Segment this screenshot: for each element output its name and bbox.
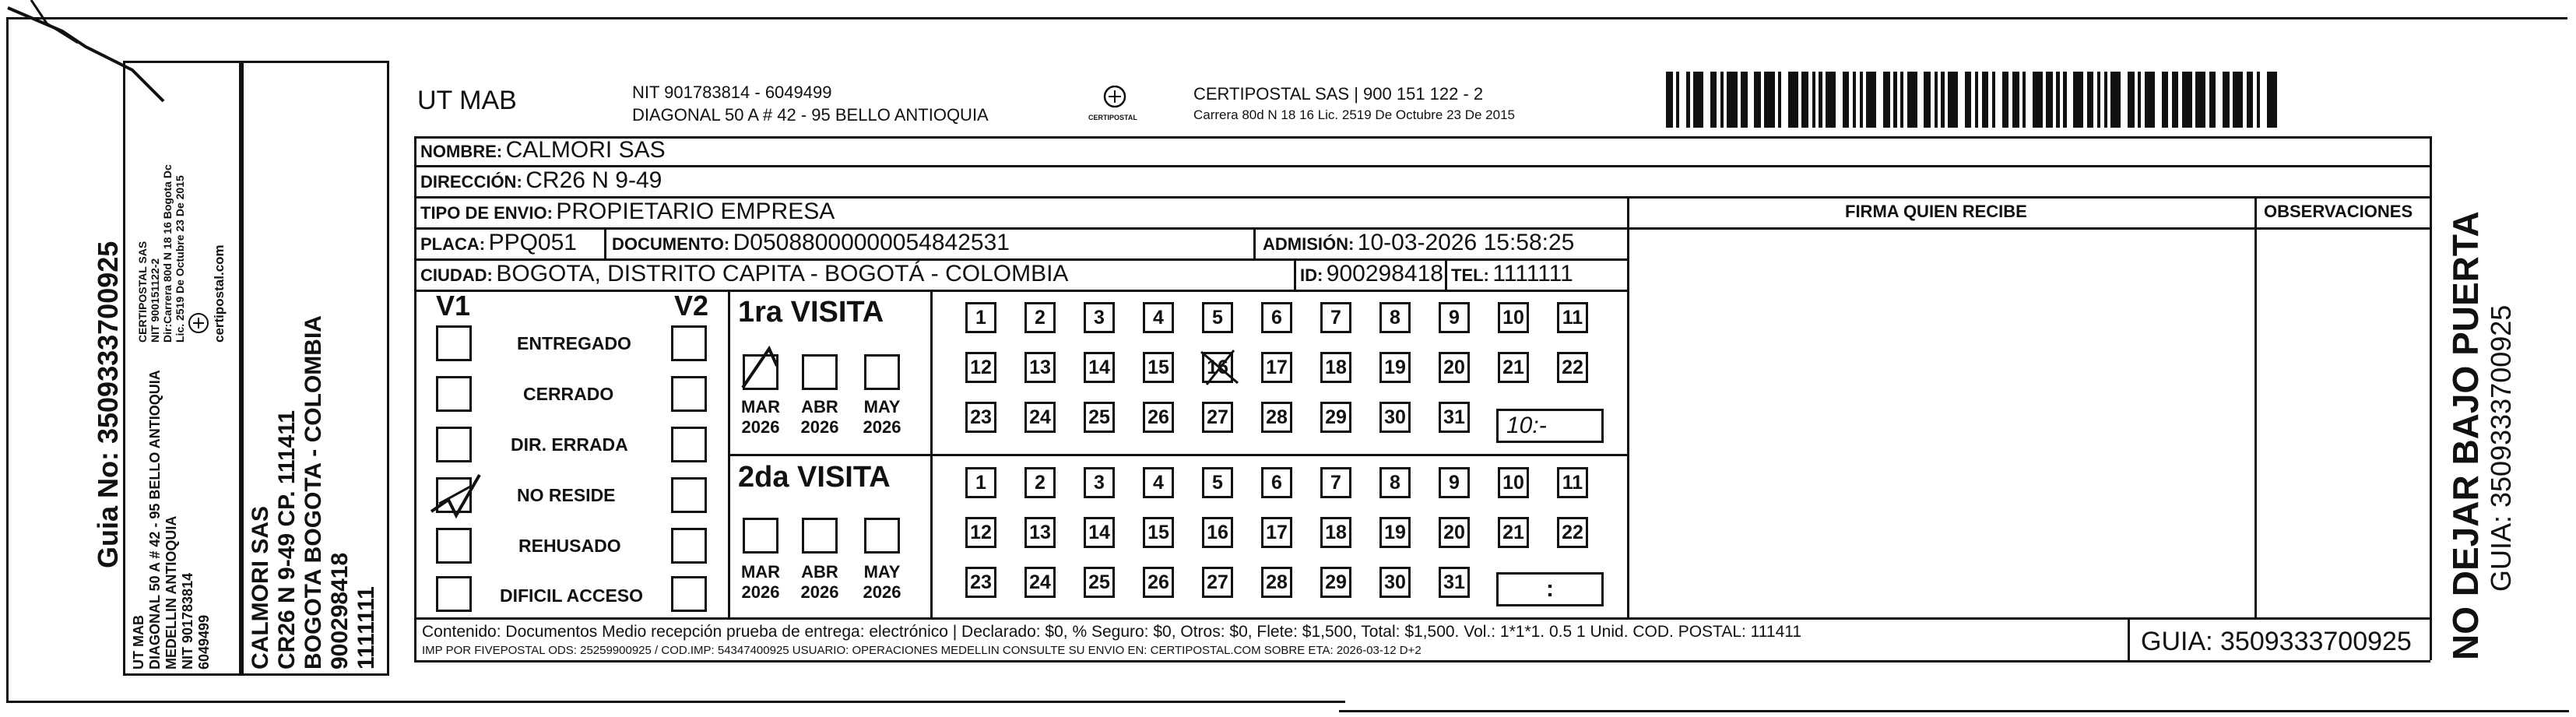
documento-value: D05088000000054842531: [733, 230, 1010, 255]
option-rehusado: REHUSADO: [518, 536, 621, 556]
tel-value: 1111111: [1492, 261, 1573, 286]
nombre-line: [414, 165, 2430, 167]
placa-doc-sep: [604, 227, 606, 258]
visits-left-line: [728, 290, 730, 617]
v2-checkbox-rehusado[interactable]: [671, 528, 707, 564]
visit-2-day-17[interactable]: 17: [1261, 517, 1292, 548]
barcode-bar: [1843, 72, 1850, 128]
visit-2-day-21[interactable]: 21: [1498, 517, 1529, 548]
barcode-bar: [2267, 72, 2277, 128]
bottom-border: [6, 701, 1345, 703]
tipo-label: TIPO DE ENVIO:: [420, 203, 553, 223]
courier-name: CERTIPOSTAL SAS | 900 151 122 - 2: [1193, 84, 1484, 104]
visit-2-day-1[interactable]: 1: [965, 467, 996, 498]
stub-sender-line-1: UT MAB: [131, 615, 146, 670]
stub-recipient-line-4: 900298418: [327, 552, 353, 670]
visit-1-day-3[interactable]: 3: [1084, 302, 1115, 333]
stub-courier-block: [136, 164, 186, 343]
barcode-bar: [2121, 72, 2128, 128]
barcode-bar: [2002, 72, 2009, 128]
stub-recipient-line-3: BOGOTA BOGOTA - COLOMBIA: [300, 315, 326, 670]
v1-checkbox-dificil-acceso[interactable]: [436, 576, 472, 612]
visit-1-day-6[interactable]: 6: [1261, 302, 1292, 333]
placa-label: PLACA:: [420, 234, 486, 254]
documento-field: [612, 230, 1010, 256]
form-right-border: [2430, 136, 2432, 660]
left-border: [6, 17, 9, 702]
stub-courier-web: certipostal.com: [212, 244, 227, 343]
stub-sender-line-4: NIT 901783814: [180, 572, 195, 670]
barcode-bar: [1948, 72, 1958, 128]
footer-guia: GUIA: 3509333700925: [2141, 627, 2412, 656]
barcode-bar: [2155, 72, 2162, 128]
barcode-bar: [1917, 72, 1924, 128]
barcode-bar: [2216, 72, 2223, 128]
documento-label: DOCUMENTO:: [612, 234, 730, 254]
tipo-value: PROPIETARIO EMPRESA: [556, 199, 835, 224]
barcode-bar: [2012, 72, 2019, 128]
guia-box-left: [2128, 617, 2130, 660]
sender-address: DIAGONAL 50 A # 42 - 95 BELLO ANTIOQUIA: [632, 105, 989, 125]
barcode-bar: [1710, 72, 1717, 128]
visit-1-day-23[interactable]: 23: [965, 402, 996, 433]
visit-2-day-11[interactable]: 11: [1557, 467, 1588, 498]
side-warning: NO DEJAR BAJO PUERTA: [2445, 211, 2486, 660]
visit-2-day-31[interactable]: 31: [1439, 567, 1470, 598]
stub-recipient-line-1: CALMORI SAS: [248, 506, 273, 670]
form-left-border: [414, 136, 416, 660]
visit-1-day-17[interactable]: 17: [1261, 352, 1292, 383]
visit-1-day-19[interactable]: 19: [1379, 352, 1411, 383]
visit-2-time-box[interactable]: :: [1496, 572, 1604, 606]
ciudad-value: BOGOTA, DISTRITO CAPITA - BOGOTÁ - COLOMBIA: [496, 261, 1069, 286]
stub-courier-line-3: Dir:Carrera 80d N 18 16 Bogota Dc: [161, 164, 174, 343]
v2-checkbox-dificil-acceso[interactable]: [671, 576, 707, 612]
visit-1-month-abr: [795, 397, 845, 438]
stub-courier-logo-icon: [187, 311, 210, 335]
visit-2-day-9[interactable]: 9: [1439, 467, 1470, 498]
barcode-bar: [1924, 72, 1931, 128]
visit-2-day-12[interactable]: 12: [965, 517, 996, 548]
visit-2-month-mar-year: 2026: [741, 582, 780, 602]
barcode: [1666, 72, 2281, 128]
tel-label: TEL:: [1451, 265, 1489, 285]
stub-courier-line-1: CERTIPOSTAL SAS: [136, 241, 149, 343]
barcode-bar: [1764, 72, 1774, 128]
barcode-bar: [1788, 72, 1798, 128]
barcode-bar: [2026, 72, 2033, 128]
form-top-line: [414, 136, 2430, 139]
v2-checkbox-entregado[interactable]: [671, 325, 707, 361]
visit-1-month-box-abr[interactable]: [802, 354, 838, 390]
barcode-bar: [2182, 72, 2192, 128]
visit-1-day-20[interactable]: 20: [1439, 352, 1470, 383]
v2-checkbox-cerrado[interactable]: [671, 376, 707, 412]
visit-1-time-box[interactable]: 10:-: [1496, 409, 1604, 443]
v1-checkbox-entregado[interactable]: [436, 325, 472, 361]
barcode-bar: [1883, 72, 1890, 128]
admision-label: ADMISIÓN:: [1263, 234, 1355, 254]
visit-2-day-27[interactable]: 27: [1202, 567, 1233, 598]
barcode-bar: [2145, 72, 2155, 128]
courier-logo-icon: [1098, 84, 1132, 112]
option-no-reside: NO RESIDE: [517, 485, 616, 505]
visit-2-day-6[interactable]: 6: [1261, 467, 1292, 498]
nombre-value: CALMORI SAS: [505, 137, 666, 163]
visit-2-day-16[interactable]: 16: [1202, 517, 1233, 548]
barcode-bar: [1703, 72, 1710, 128]
sender-nit: NIT 901783814 - 6049499: [632, 83, 832, 102]
visit-2-month-mar-name: MAR: [740, 562, 781, 582]
visit-2-title: 2da VISITA: [738, 461, 891, 494]
placa-field: [420, 230, 577, 256]
visit-1-day-27[interactable]: 27: [1202, 402, 1233, 433]
sig-left-line: [1627, 196, 1629, 617]
barcode-bar: [2067, 72, 2074, 128]
barcode-bar: [2073, 72, 2083, 128]
id-label: ID:: [1300, 265, 1323, 285]
barcode-bar: [2172, 72, 2179, 128]
visit-1-month-mar: [736, 397, 785, 438]
barcode-bar: [1907, 72, 1917, 128]
visit-2-day-7[interactable]: 7: [1320, 467, 1351, 498]
nombre-field: [420, 137, 666, 163]
stub-guia-label: Guia No: 3509333700925: [92, 241, 124, 568]
sender-name: UT MAB: [417, 86, 517, 115]
visit-1-day-11[interactable]: 11: [1557, 302, 1588, 333]
barcode-bar: [2233, 72, 2243, 128]
direccion-field: [420, 167, 662, 194]
barcode-bar: [2162, 72, 2169, 128]
visit-1-month-abr-year: 2026: [800, 417, 839, 437]
stub-recipient-line-2: CR26 N 9-49 CP. 111411: [274, 409, 300, 670]
visit-1-month-abr-name: ABR: [801, 397, 838, 416]
stub-courier-line-2: NIT 900151122-2: [149, 258, 161, 343]
visit-1-day-30[interactable]: 30: [1379, 402, 1411, 433]
visit-2-day-14[interactable]: 14: [1084, 517, 1115, 548]
visit-1-day-13[interactable]: 13: [1024, 352, 1056, 383]
doc-adm-sep: [1253, 227, 1256, 258]
obs-left-line: [2254, 196, 2257, 617]
ciudad-line: [414, 290, 1627, 292]
visit-2-month-may-name: MAY: [863, 562, 901, 582]
v1-label: V1: [436, 290, 471, 322]
visit-1-month-may-name: MAY: [863, 397, 901, 416]
barcode-bar: [1781, 72, 1788, 128]
id-field: [1300, 261, 1443, 287]
id-tel-sep: [1445, 258, 1447, 290]
visit-2-day-10[interactable]: 10: [1498, 467, 1529, 498]
v2-checkbox-no-reside[interactable]: [671, 477, 707, 513]
barcode-bar: [1826, 72, 1836, 128]
visit-2-day-13[interactable]: 13: [1024, 517, 1056, 548]
admision-field: [1263, 230, 1574, 256]
barcode-bar: [2195, 72, 2205, 128]
barcode-bar: [1965, 72, 1972, 128]
barcode-bar: [1727, 72, 1737, 128]
visit-2-month-abr: [795, 562, 845, 603]
barcode-bar: [2033, 72, 2043, 128]
stub-sender-line-5: 6049499: [196, 614, 212, 670]
v1-checkbox-cerrado[interactable]: [436, 376, 472, 412]
visit-2-month-may: [857, 562, 907, 603]
visit-1-day-31[interactable]: 31: [1439, 402, 1470, 433]
visit-1-month-may-year: 2026: [863, 417, 901, 437]
barcode-bar: [2087, 72, 2094, 128]
checkmark-icon: [738, 343, 785, 393]
status-mid-line: [728, 454, 930, 456]
bottom-border-right: [1339, 710, 2569, 712]
option-entregado: ENTREGADO: [517, 333, 631, 353]
visit-2-month-box-mar[interactable]: [743, 518, 778, 554]
side-guia: GUIA: 3509333700925: [2485, 304, 2517, 592]
visit-1-month-box-may[interactable]: [864, 354, 900, 390]
visit-1-day-24[interactable]: 24: [1024, 402, 1056, 433]
visit-1-day-26[interactable]: 26: [1143, 402, 1174, 433]
barcode-bar: [1754, 72, 1761, 128]
tel-field: [1451, 261, 1573, 287]
visit-1-day-22[interactable]: 22: [1557, 352, 1588, 383]
visit-2-month-abr-name: ABR: [801, 562, 838, 582]
visit-2-day-22[interactable]: 22: [1557, 517, 1588, 548]
visit-2-day-3[interactable]: 3: [1084, 467, 1115, 498]
form-bottom-line: [414, 660, 2430, 663]
visit-2-day-5[interactable]: 5: [1202, 467, 1233, 498]
placa-value: PPQ051: [488, 230, 577, 255]
visit-1-day-9[interactable]: 9: [1439, 302, 1470, 333]
stub-sender-line-2: DIAGONAL 50 A # 42 - 95 BELLO ANTIOQUIA: [147, 370, 163, 670]
barcode-bar: [2046, 72, 2053, 128]
observaciones-label: OBSERVACIONES: [2264, 202, 2413, 221]
id-value: 900298418: [1326, 261, 1443, 286]
barcode-bar: [2110, 72, 2121, 128]
barcode-bar: [2209, 72, 2216, 128]
visit-2-day-23[interactable]: 23: [965, 567, 996, 598]
v2-checkbox-dir-errada[interactable]: [671, 427, 707, 462]
visit-2-day-30[interactable]: 30: [1379, 567, 1411, 598]
visit-1-day-21[interactable]: 21: [1498, 352, 1529, 383]
option-cerrado: CERRADO: [523, 384, 614, 404]
nombre-label: NOMBRE:: [420, 142, 503, 161]
v2-label: V2: [674, 290, 709, 322]
barcode-bar: [1836, 72, 1843, 128]
visit-2-day-24[interactable]: 24: [1024, 567, 1056, 598]
footer-line-1: Contenido: Documentos Medio recepción prueba de entrega: electrónico | Declarado: $0, % Seguro: $0, Otros: $0, Flete: $1,500, Total: $1,500. Vol.: 1*1*1. 0.5 1 Unid. COD. POSTAL: 111411: [422, 623, 1802, 641]
admision-value: 10-03-2026 15:58:25: [1357, 230, 1575, 255]
barcode-bar: [2260, 72, 2267, 128]
visit-1-day-28[interactable]: 28: [1261, 402, 1292, 433]
barcode-bar: [1679, 72, 1686, 128]
cross-mark-icon: [1195, 344, 1249, 391]
courier-logo-text: CERTIPOSTAL: [1088, 114, 1137, 121]
stub-courier-line-4: Lic. 2519 De Octubre 23 De 2015: [174, 175, 186, 343]
barcode-bar: [2247, 72, 2254, 128]
barcode-bar: [2223, 72, 2230, 128]
visit-2-day-8[interactable]: 8: [1379, 467, 1411, 498]
visit-2-month-mar: [736, 562, 785, 603]
barcode-bar: [1693, 72, 1703, 128]
visit-1-day-14[interactable]: 14: [1084, 352, 1115, 383]
visit-1-month-may: [857, 397, 907, 438]
visit-1-month-mar-year: 2026: [741, 417, 780, 437]
barcode-bar: [1801, 72, 1808, 128]
stub-sender-line-3: MEDELLIN ANTIOQUIA: [163, 515, 179, 670]
visit-1-day-18[interactable]: 18: [1320, 352, 1351, 383]
direccion-value: CR26 N 9-49: [525, 167, 662, 193]
visit-2-month-box-may[interactable]: [864, 518, 900, 554]
visit-1-day-25[interactable]: 25: [1084, 402, 1115, 433]
stub-sender-block: [131, 370, 213, 670]
visit-2-day-28[interactable]: 28: [1261, 567, 1292, 598]
checkmark-icon: [425, 469, 487, 523]
visit-1-title: 1ra VISITA: [738, 296, 884, 329]
visit-2-day-15[interactable]: 15: [1143, 517, 1174, 548]
firma-label: FIRMA QUIEN RECIBE: [1845, 202, 2027, 221]
barcode-bar: [1748, 72, 1755, 128]
visit-1-day-10[interactable]: 10: [1498, 302, 1529, 333]
visit-1-day-16[interactable]: 16: [1202, 352, 1233, 383]
option-dificil-acceso: DIFICIL ACCESO: [500, 585, 644, 606]
ciudad-label: CIUDAD:: [420, 265, 493, 285]
barcode-bar: [1958, 72, 1965, 128]
visit-2-day-18[interactable]: 18: [1320, 517, 1351, 548]
courier-address: Carrera 80d N 18 16 Lic. 2519 De Octubre 23 De 2015: [1193, 107, 1515, 122]
barcode-bar: [1982, 72, 1989, 128]
barcode-bar: [1866, 72, 1876, 128]
visit-2-day-29[interactable]: 29: [1320, 567, 1351, 598]
visit-2-day-26[interactable]: 26: [1143, 567, 1174, 598]
v1-checkbox-rehusado[interactable]: [436, 528, 472, 564]
visit-1-day-12[interactable]: 12: [965, 352, 996, 383]
visit-1-day-29[interactable]: 29: [1320, 402, 1351, 433]
barcode-bar: [2277, 72, 2280, 128]
stub-recipient-line-5: 1111111: [353, 586, 379, 670]
direccion-label: DIRECCIÓN:: [420, 172, 522, 192]
visit-2-month-box-abr[interactable]: [802, 518, 838, 554]
barcode-bar: [1995, 72, 2002, 128]
barcode-bar: [1666, 72, 1673, 128]
top-border: [6, 17, 2567, 19]
days-left-line: [930, 290, 933, 617]
visit-1-day-4[interactable]: 4: [1143, 302, 1174, 333]
ciudad-id-sep: [1294, 258, 1296, 290]
visit-2-day-25[interactable]: 25: [1084, 567, 1115, 598]
v1-checkbox-dir-errada[interactable]: [436, 427, 472, 462]
visit-1-day-8[interactable]: 8: [1379, 302, 1411, 333]
visit-1-month-mar-name: MAR: [740, 397, 781, 416]
visit-2-day-19[interactable]: 19: [1379, 517, 1411, 548]
visits-mid-line: [930, 454, 1627, 456]
visit-2-day-4[interactable]: 4: [1143, 467, 1174, 498]
visit-2-month-may-year: 2026: [863, 582, 901, 602]
visit-2-day-20[interactable]: 20: [1439, 517, 1470, 548]
barcode-bar: [2128, 72, 2135, 128]
footer-line-2: IMP POR FIVEPOSTAL ODS: 25259900925 / COD.IMP: 54347400925 USUARIO: OPERACIONES MEDELLIN CONSULTE SU ENVIO EN: CERTIPOSTAL.COM SOBRE ETA: 2026-03-12 D+2: [422, 644, 1422, 657]
visit-1-day-5[interactable]: 5: [1202, 302, 1233, 333]
visit-1-day-1[interactable]: 1: [965, 302, 996, 333]
barcode-bar: [1876, 72, 1883, 128]
visit-1-day-2[interactable]: 2: [1024, 302, 1056, 333]
visit-2-day-2[interactable]: 2: [1024, 467, 1056, 498]
tipo-field: [420, 199, 835, 225]
visit-1-day-7[interactable]: 7: [1320, 302, 1351, 333]
stub-recipient-block: [248, 315, 380, 670]
ciudad-field: [420, 261, 1068, 287]
visit-1-day-15[interactable]: 15: [1143, 352, 1174, 383]
option-dir-errada: DIR. ERRADA: [511, 434, 628, 455]
visit-2-month-abr-year: 2026: [800, 582, 839, 602]
barcode-bar: [1741, 72, 1748, 128]
